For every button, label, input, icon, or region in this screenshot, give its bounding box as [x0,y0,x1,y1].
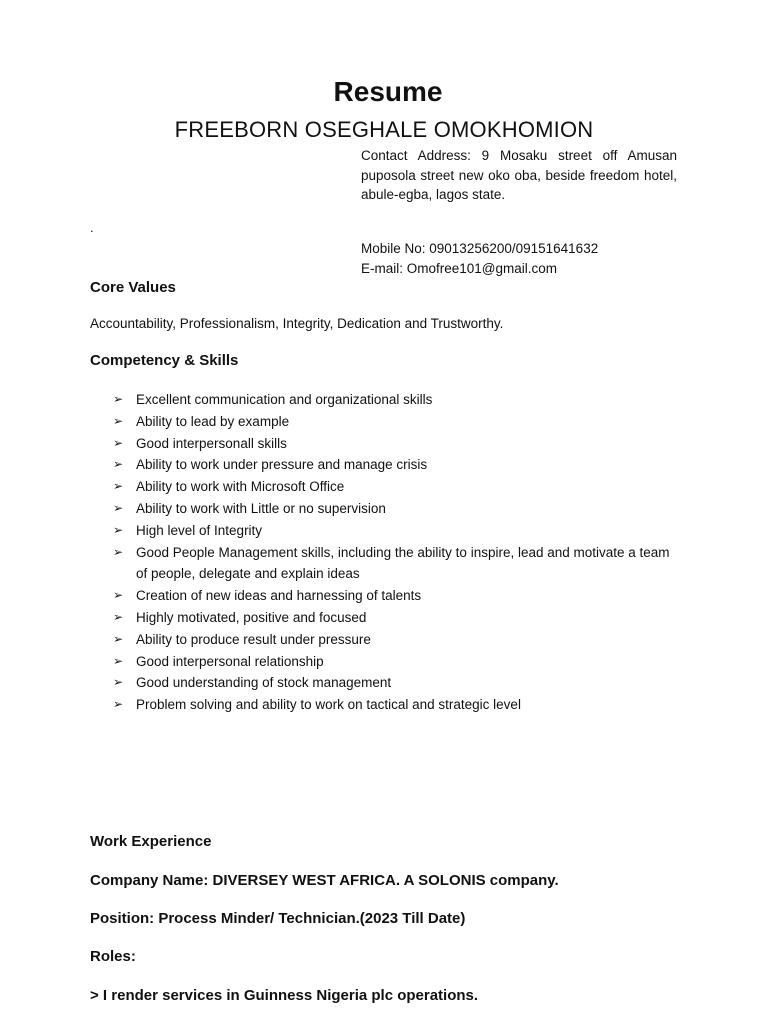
skill-text: Good interpersonal relationship [136,653,324,669]
arrowhead-bullet-icon: ➢ [113,457,124,472]
arrowhead-bullet-icon: ➢ [113,631,124,646]
skill-text: Ability to produce result under pressure [136,631,371,647]
company-name: Company Name: DIVERSEY WEST AFRICA. A SOLONIS company. [90,872,559,889]
arrowhead-bullet-icon: ➢ [113,697,124,712]
skill-text: Highly motivated, positive and focused [136,609,367,625]
skill-text: Excellent communication and organizational skills [136,392,433,407]
skill-item [113,520,673,542]
contact-details [361,239,598,278]
stray-mark: . [90,220,94,235]
skill-text: Creation of new ideas and harnessing of talents [136,588,422,604]
skill-item [113,498,673,520]
skill-item [113,672,673,694]
arrowhead-bullet-icon: ➢ [113,588,124,603]
skill-item [113,542,673,586]
skill-text: Ability to work with Microsoft Office [136,479,345,495]
arrowhead-bullet-icon: ➢ [113,609,124,624]
arrowhead-bullet-icon: ➢ [113,653,124,668]
arrowhead-bullet-icon: ➢ [113,544,124,559]
contact-address: Contact Address: 9 Mosaku street off Amusan puposola street new oko oba, beside freedom hotel, abule-egba, lagos state. [361,148,677,202]
skill-text: Good understanding of stock management [136,675,392,691]
arrowhead-bullet-icon: ➢ [113,392,124,406]
position-title: Position: Process Minder/ Technician.(2023 Till Date) [90,910,466,927]
skill-item [113,629,673,651]
skill-item [113,607,673,629]
skill-text: Ability to work with Little or no supervision [136,500,386,516]
skill-item [113,585,673,607]
document-title: Resume [333,76,443,107]
arrowhead-bullet-icon: ➢ [113,500,124,515]
arrowhead-bullet-icon: ➢ [113,435,124,450]
skill-item [113,651,673,673]
skill-item [113,411,673,433]
skill-text: Ability to work under pressure and manage crisis [136,457,428,473]
skill-text: Good People Management skills, including the ability to inspire, lead and motivate a team of people, delegate and explain ideas [136,544,670,582]
skill-item [113,694,673,716]
skill-item [113,389,673,411]
skill-text: Good interpersonall skills [136,435,287,451]
mobile-number: Mobile No: 09013256200/09151641632 [361,241,599,256]
skill-item [113,476,673,498]
email-address: E-mail: Omofree101@gmail.com [361,260,558,276]
core-values-text: Accountability, Professionalism, Integrity, Dedication and Trustworthy. [90,316,504,331]
work-experience-heading: Work Experience [90,833,212,850]
arrowhead-bullet-icon: ➢ [113,675,124,690]
arrowhead-bullet-icon: ➢ [113,479,124,494]
candidate-name: FREEBORN OSEGHALE OMOKHOMION [174,117,594,142]
core-values-heading: Core Values [90,279,176,296]
role-item: > I render services in Guinness Nigeria plc operations. [90,987,479,1004]
arrowhead-bullet-icon: ➢ [113,522,124,537]
skill-text: Problem solving and ability to work on tactical and strategic level [136,697,521,713]
skill-text: Ability to lead by example [136,413,290,429]
roles-label: Roles: [90,948,136,965]
skill-text: High level of Integrity [136,522,263,538]
skills-list [113,389,673,716]
skill-item [113,433,673,455]
arrowhead-bullet-icon: ➢ [113,413,124,428]
skills-heading: Competency & Skills [90,352,239,369]
skill-item [113,454,673,476]
